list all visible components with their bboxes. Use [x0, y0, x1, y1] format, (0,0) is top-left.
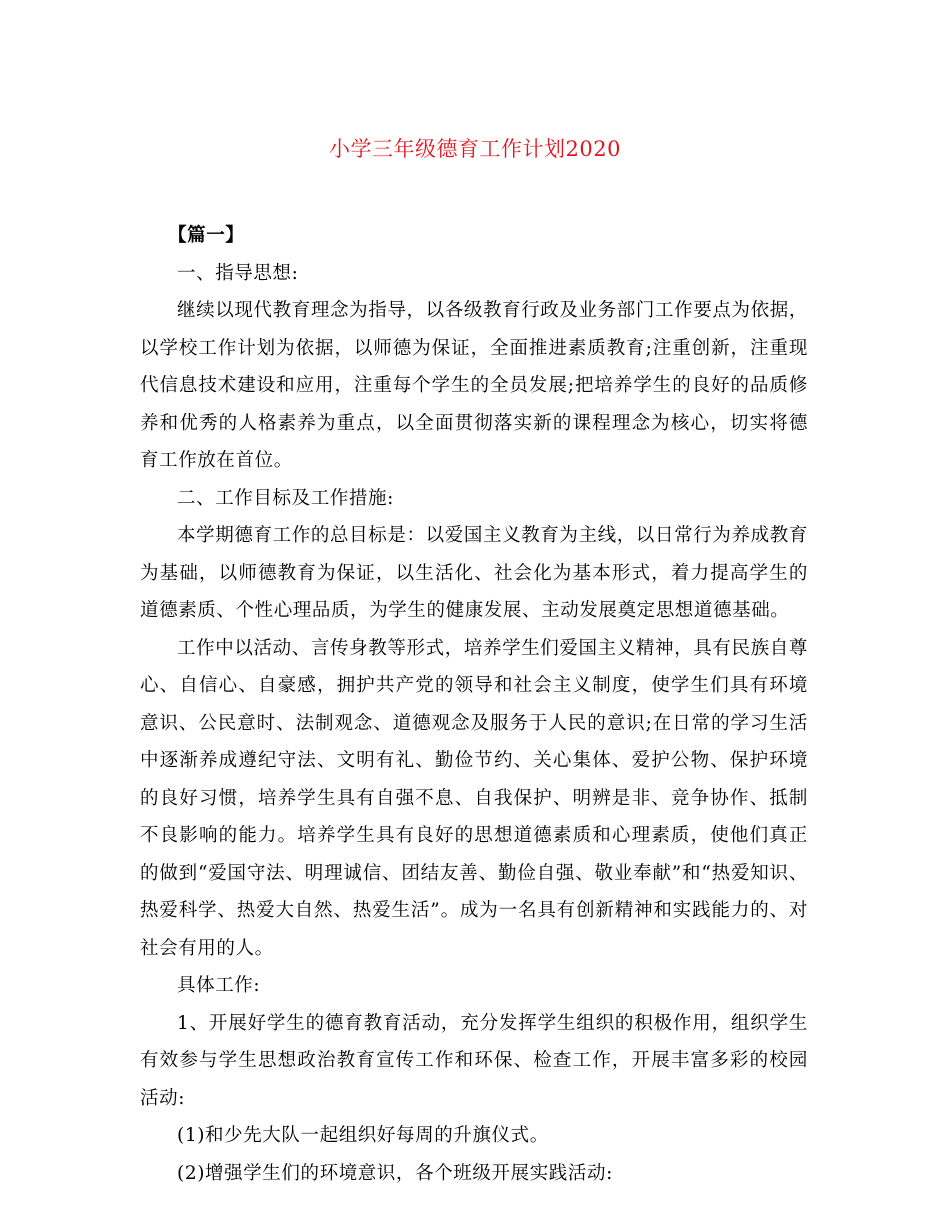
list-item: 1、开展好学生的德育教育活动，充分发挥学生组织的积极作用，组织学生有效参与学生思想政治教育宣传工作和环保、检查工作，开展丰富多彩的校园活动:: [140, 1012, 808, 1109]
section-label: 【篇一】: [168, 225, 245, 246]
heading-guiding-thought: 一、指导思想:: [177, 262, 299, 284]
paragraph-guiding-thought: 继续以现代教育理念为指导，以各级教育行政及业务部门工作要点为依据，以学校工作计划为依据，以师德为保证，全面推进素质教育;注重创新，注重现代信息技术建设和应用，注重每个学生的全员发展;把培养学生的良好的品质修养和优秀的人格素养为重点，以全面贯彻落实新的课程理念为核心，切实将德育工作放在首位。: [140, 300, 808, 471]
paragraph-overall-goal: 本学期德育工作的总目标是：以爱国主义教育为主线，以日常行为养成教育为基础，以师德教育为保证，以生活化、社会化为基本形式，着力提高学生的道德素质、个性心理品质，为学生的健康发展、主动发展奠定思想道德基础。: [140, 525, 808, 621]
list-item: (1)和少先大队一起组织好每周的升旗仪式。: [177, 1125, 549, 1146]
document-title: 小学三年级德育工作计划2020: [329, 137, 621, 161]
list-item: (2)增强学生们的环境意识，各个班级开展实践活动:: [177, 1162, 613, 1184]
document-body: [140, 217, 808, 1192]
heading-specific-work: 具体工作:: [177, 975, 261, 996]
heading-goals-measures: 二、工作目标及工作措施:: [177, 487, 394, 509]
paragraph-work-methods: 工作中以活动、言传身教等形式，培养学生们爱国主义精神，具有民族自尊心、自信心、自豪感，拥护共产党的领导和社会主义制度，使学生们具有环境意识、公民意时、法制观念、道德观念及服务于人民的意识;在日常的学习生活中逐渐养成遵纪守法、文明有礼、勤俭节约、关心集体、爱护公物、保护环境的良好习惯，培养学生具有自强不息、自我保护、明辨是非、竞争协作、抵制不良影响的能力。培养学生具有良好的思想道德素质和心理素质，使他们真正的做到“爱国守法、明理诚信、团结友善、勤俭自强、敬业奉献”和“热爱知识、热爱科学、热爱大自然、热爱生活”。成为一名具有创新精神和实践能力的、对社会有用的人。: [140, 637, 808, 959]
